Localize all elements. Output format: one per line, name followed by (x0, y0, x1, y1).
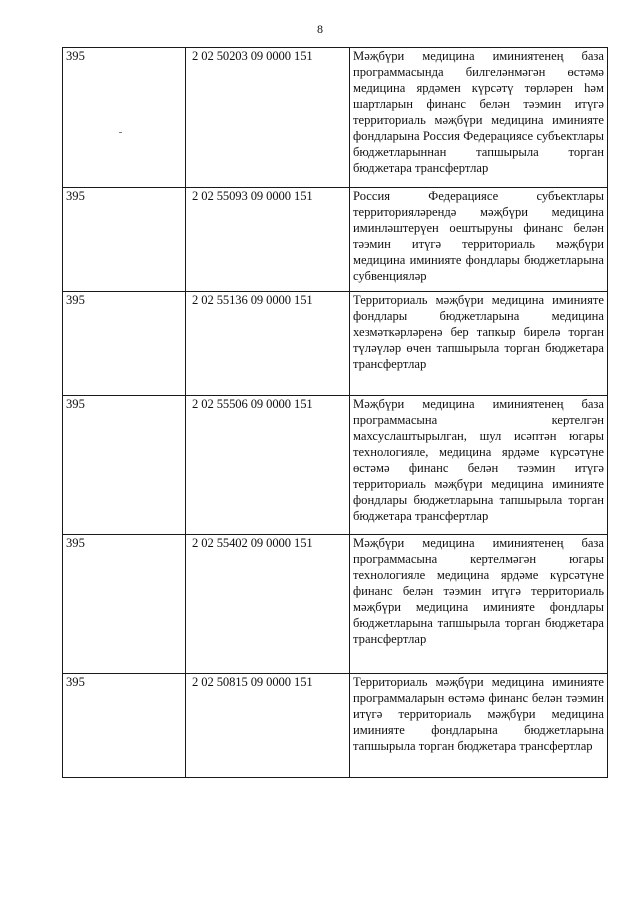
description-text: Мәҗбүри медицина иминиятенең база программасына кертелгән махсуслаштырылган, шул исәптән югары технологияле, медицина ярдәме күрсәтүне өстәмә финанс белән тәэмин итүгә территориаль мәҗбүри медицина иминияте фондлары бюджетларына тапшырыла торган бюджетара трансфертлар (353, 397, 604, 523)
admin-code-cell: 395 (63, 188, 186, 292)
table-row (63, 292, 608, 396)
description-text: Территориаль мәҗбүри медицина иминияте фондлары бюджетларына медицина хезмәткәрләренә бер тапкыр бирелә торган түләүләр өчен тапшырыла торган бюджетара трансфертлар (353, 293, 604, 371)
description-cell (350, 48, 608, 188)
admin-code-cell: 395 (63, 48, 186, 188)
budget-code-cell: 2 02 55136 09 0000 151 (186, 292, 350, 396)
description-cell (350, 188, 608, 292)
admin-code-cell: 395 (63, 674, 186, 778)
description-cell (350, 535, 608, 674)
description-text: Мәҗбүри медицина иминиятенең база программасында билгеләнмәгән өстәмә медицина ярдәмен күрсәтү төрләрен һәм шартларын финанс белән тәэмин итүгә территориаль мәҗбүри медицина иминияте фондларына Россия Федерациясе субъектлары бюджетларыннан тапшырыла торган бюджетара трансфертлар (353, 49, 604, 175)
budget-code-cell: 2 02 55093 09 0000 151 (186, 188, 350, 292)
scan-speck (119, 132, 122, 133)
budget-codes-table (62, 47, 608, 778)
budget-code-cell: 2 02 50203 09 0000 151 (186, 48, 350, 188)
budget-code-cell: 2 02 55402 09 0000 151 (186, 535, 350, 674)
description-cell (350, 674, 608, 778)
description-text: Мәҗбүри медицина иминиятенең база программасына кертелмәгән югары технологияле медицина ярдәме күрсәтүне финанс белән тәэмин итүгә территориаль мәҗбүри медицина иминияте фондлары бюджетларына тапшырыла торган бюджетара трансфертлар (353, 536, 604, 646)
table-row (63, 188, 608, 292)
table-row (63, 48, 608, 188)
budget-code-cell: 2 02 50815 09 0000 151 (186, 674, 350, 778)
table-row (63, 674, 608, 778)
page-number: 8 (317, 22, 323, 36)
admin-code-cell: 395 (63, 535, 186, 674)
budget-code-cell: 2 02 55506 09 0000 151 (186, 396, 350, 535)
table-row (63, 396, 608, 535)
description-cell (350, 292, 608, 396)
description-text: Россия Федерациясе субъектлары территорияләрендә мәҗбүри медицина иминләштерүен оештыруны финанс белән тәэмин итүгә территориаль мәҗбүри медицина иминияте фондлары бюджетларына субвенцияләр (353, 189, 604, 283)
description-text: Территориаль мәҗбүри медицина иминияте программаларын өстәмә финанс белән тәэмин итүгә территориаль мәҗбүри медицина иминияте фондларына бюджетларына тапшырыла торган бюджетара трансфертлар (353, 675, 604, 753)
admin-code-cell: 395 (63, 292, 186, 396)
description-cell (350, 396, 608, 535)
admin-code-cell: 395 (63, 396, 186, 535)
table-row (63, 535, 608, 674)
